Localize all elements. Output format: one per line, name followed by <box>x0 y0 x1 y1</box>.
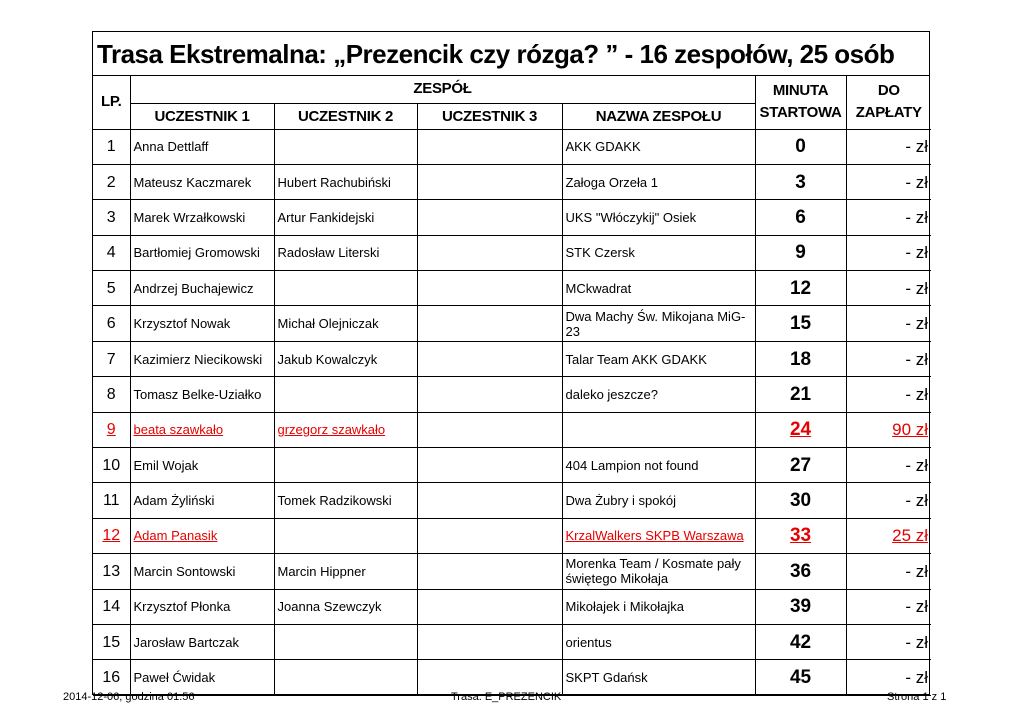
to-pay-cell-text: - zł <box>905 349 929 369</box>
to-pay-cell-text: - zł <box>905 668 929 688</box>
to-pay-cell-text: - zł <box>905 455 929 475</box>
participant-2-cell <box>274 271 417 306</box>
participant-1-cell-text: beata szawkało <box>133 422 224 438</box>
participant-1-cell-text: Andrzej Buchajewicz <box>133 280 254 296</box>
to-pay-cell <box>846 483 931 518</box>
page-footer <box>0 691 1024 705</box>
table-row <box>93 200 931 235</box>
row-number-text: 5 <box>106 279 116 297</box>
row-number-text: 12 <box>102 527 121 545</box>
participant-2-cell <box>274 589 417 624</box>
to-pay-cell <box>846 377 931 412</box>
start-minute-cell <box>755 589 846 624</box>
start-minute-cell-text: 21 <box>789 383 812 405</box>
table-row <box>93 518 931 553</box>
start-minute-cell <box>755 341 846 376</box>
table-row <box>93 306 931 341</box>
row-number <box>93 589 130 624</box>
row-number <box>93 235 130 270</box>
to-pay-cell <box>846 660 931 695</box>
footer-route: Trasa: E_PREZENCIK <box>451 691 562 703</box>
start-minute-cell <box>755 624 846 659</box>
participant-1-cell <box>130 306 274 341</box>
row-number-text: 16 <box>102 669 121 687</box>
row-number-text: 10 <box>102 456 121 474</box>
row-number-text: 2 <box>106 173 116 191</box>
participant-3-cell <box>417 129 562 164</box>
header-start-minute <box>755 75 846 129</box>
participant-2-cell-text: Artur Fankidejski <box>277 209 375 225</box>
participant-3-cell <box>417 483 562 518</box>
participant-2-cell <box>274 660 417 695</box>
participant-2-cell <box>274 200 417 235</box>
results-sheet <box>92 31 930 695</box>
participant-1-cell-text: Anna Dettlaff <box>133 139 209 155</box>
to-pay-cell <box>846 129 931 164</box>
participant-2-cell <box>274 129 417 164</box>
team-name-cell-text: orientus <box>565 634 612 650</box>
participant-1-cell-text: Krzysztof Płonka <box>133 599 231 615</box>
start-minute-cell <box>755 660 846 695</box>
participant-2-cell <box>274 341 417 376</box>
participant-2-cell <box>274 164 417 199</box>
participant-1-cell <box>130 589 274 624</box>
participant-1-cell <box>130 129 274 164</box>
start-minute-cell <box>755 200 846 235</box>
header-participant-1: UCZESTNIK 1 <box>130 103 274 129</box>
start-minute-cell-text: 3 <box>795 171 806 193</box>
row-number <box>93 341 130 376</box>
row-number <box>93 518 130 553</box>
page-title: Trasa Ekstremalna: „Prezencik czy rózga? ” - 16 zespołów, 25 osób <box>93 32 929 76</box>
table-row <box>93 235 931 270</box>
table-row <box>93 660 931 695</box>
row-number <box>93 200 130 235</box>
row-number <box>93 164 130 199</box>
to-pay-cell-text: - zł <box>905 278 929 298</box>
team-name-cell <box>562 624 755 659</box>
participants-table <box>93 75 931 696</box>
team-name-cell <box>562 589 755 624</box>
start-minute-cell <box>755 164 846 199</box>
header-to-pay-bottom: ZAPŁATY <box>855 103 922 121</box>
footer-page-number: Strona 1 z 1 <box>887 691 947 703</box>
row-number <box>93 448 130 483</box>
participant-2-cell <box>274 518 417 553</box>
participant-1-cell-text: Adam Panasik <box>133 528 218 544</box>
to-pay-cell <box>846 164 931 199</box>
team-name-cell-text: SKPT Gdańsk <box>565 670 648 686</box>
start-minute-cell-text: 39 <box>789 596 812 618</box>
team-name-cell <box>562 235 755 270</box>
participant-3-cell <box>417 306 562 341</box>
row-number-text: 11 <box>102 492 120 510</box>
row-number <box>93 483 130 518</box>
start-minute-cell-text: 36 <box>789 560 812 582</box>
participant-1-cell <box>130 200 274 235</box>
start-minute-cell <box>755 271 846 306</box>
participant-1-cell-text: Kazimierz Niecikowski <box>133 351 263 367</box>
to-pay-cell <box>846 448 931 483</box>
start-minute-cell <box>755 377 846 412</box>
start-minute-cell <box>755 306 846 341</box>
to-pay-cell-text: - zł <box>905 561 929 581</box>
participant-1-cell-text: Marek Wrzałkowski <box>133 209 246 225</box>
start-minute-cell <box>755 483 846 518</box>
team-name-cell-text: KrzalWalkers SKPB Warszawa <box>565 528 744 544</box>
to-pay-cell <box>846 271 931 306</box>
header-participant-3: UCZESTNIK 3 <box>417 103 562 129</box>
to-pay-cell-text: - zł <box>905 597 929 617</box>
participant-3-cell <box>417 448 562 483</box>
header-team-group: ZESPÓŁ <box>130 75 755 103</box>
participant-1-cell <box>130 235 274 270</box>
participant-2-cell-text: Michał Olejniczak <box>277 316 379 332</box>
participant-1-cell-text: Emil Wojak <box>133 457 199 473</box>
table-row <box>93 164 931 199</box>
participant-1-cell <box>130 660 274 695</box>
participant-1-cell-text: Marcin Sontowski <box>133 563 236 579</box>
table-row <box>93 554 931 589</box>
participant-3-cell <box>417 200 562 235</box>
row-number-text: 15 <box>102 633 121 651</box>
team-name-cell-text: AKK GDAKK <box>565 139 641 155</box>
participant-3-cell <box>417 235 562 270</box>
row-number-text: 8 <box>106 385 116 403</box>
participant-1-cell <box>130 164 274 199</box>
team-name-cell <box>562 660 755 695</box>
participant-3-cell <box>417 341 562 376</box>
participant-2-cell-text: Radosław Literski <box>277 245 380 261</box>
participant-1-cell <box>130 518 274 553</box>
participant-1-cell-text: Mateusz Kaczmarek <box>133 174 252 190</box>
start-minute-cell-text: 42 <box>789 631 812 653</box>
table-row <box>93 412 931 447</box>
participant-1-cell-text: Paweł Ćwidak <box>133 670 216 686</box>
to-pay-cell-text: 90 zł <box>892 420 929 440</box>
row-number-text: 13 <box>102 562 121 580</box>
participant-2-cell-text: Hubert Rachubiński <box>277 174 391 190</box>
team-name-cell <box>562 129 755 164</box>
header-to-pay-top: DO <box>877 81 900 99</box>
header-start-minute-bottom: STARTOWA <box>759 103 842 121</box>
participant-1-cell <box>130 341 274 376</box>
row-number-text: 4 <box>106 244 116 262</box>
participant-1-cell <box>130 483 274 518</box>
table-row <box>93 377 931 412</box>
participant-1-cell <box>130 377 274 412</box>
table-row <box>93 341 931 376</box>
start-minute-cell-text: 9 <box>795 242 806 264</box>
participant-2-cell-text: Marcin Hippner <box>277 563 366 579</box>
start-minute-cell-text: 45 <box>789 667 812 689</box>
team-name-cell <box>562 306 755 341</box>
participant-2-cell <box>274 235 417 270</box>
header-participant-2: UCZESTNIK 2 <box>274 103 417 129</box>
header-start-minute-top: MINUTA <box>772 81 829 99</box>
participant-1-cell-text: Adam Żyliński <box>133 493 215 509</box>
participant-3-cell <box>417 660 562 695</box>
team-name-cell <box>562 271 755 306</box>
participant-3-cell <box>417 412 562 447</box>
participant-2-cell-text: grzegorz szawkało <box>277 422 386 438</box>
table-row <box>93 271 931 306</box>
start-minute-cell <box>755 554 846 589</box>
participant-1-cell-text: Krzysztof Nowak <box>133 316 231 332</box>
team-name-cell-text: UKS "Włóczykij" Osiek <box>565 209 697 225</box>
participant-2-cell-text: Tomek Radzikowski <box>277 493 392 509</box>
to-pay-cell <box>846 200 931 235</box>
start-minute-cell-text: 6 <box>795 206 806 228</box>
participant-3-cell <box>417 271 562 306</box>
team-name-cell <box>562 448 755 483</box>
participant-1-cell <box>130 271 274 306</box>
participant-1-cell <box>130 624 274 659</box>
header-to-pay <box>846 75 931 129</box>
row-number <box>93 129 130 164</box>
team-name-cell <box>562 377 755 412</box>
to-pay-cell-text: - zł <box>905 137 929 157</box>
team-name-cell <box>562 200 755 235</box>
row-number <box>93 554 130 589</box>
to-pay-cell <box>846 235 931 270</box>
to-pay-cell <box>846 624 931 659</box>
team-name-cell <box>562 518 755 553</box>
table-row <box>93 129 931 164</box>
to-pay-cell-text: - zł <box>905 632 929 652</box>
participant-3-cell <box>417 554 562 589</box>
to-pay-cell <box>846 306 931 341</box>
participant-2-cell <box>274 412 417 447</box>
to-pay-cell-text: - zł <box>905 384 929 404</box>
to-pay-cell <box>846 341 931 376</box>
participant-2-cell-text: Jakub Kowalczyk <box>277 351 378 367</box>
team-name-cell-text: Dwa Żubry i spokój <box>565 493 677 509</box>
participant-2-cell-text: Joanna Szewczyk <box>277 599 382 615</box>
to-pay-cell-text: 25 zł <box>892 526 929 546</box>
team-name-cell-text: Mikołajek i Mikołajka <box>565 599 684 615</box>
team-name-cell-text: daleko jeszcze? <box>565 386 658 402</box>
team-name-cell-text: Talar Team AKK GDAKK <box>565 351 707 367</box>
row-number <box>93 624 130 659</box>
team-name-cell <box>562 164 755 199</box>
start-minute-cell-text: 0 <box>795 136 806 158</box>
start-minute-cell <box>755 412 846 447</box>
start-minute-cell-text: 18 <box>789 348 812 370</box>
row-number-text: 7 <box>106 350 116 368</box>
to-pay-cell-text: - zł <box>905 207 929 227</box>
row-number <box>93 377 130 412</box>
start-minute-cell-text: 24 <box>789 419 812 441</box>
table-row <box>93 483 931 518</box>
start-minute-cell-text: 12 <box>789 277 812 299</box>
row-number <box>93 306 130 341</box>
participant-3-cell <box>417 624 562 659</box>
start-minute-cell <box>755 448 846 483</box>
participant-2-cell <box>274 554 417 589</box>
participant-1-cell <box>130 554 274 589</box>
participant-1-cell <box>130 412 274 447</box>
participant-1-cell-text: Bartłomiej Gromowski <box>133 245 260 261</box>
row-number-text: 3 <box>106 208 116 226</box>
participant-1-cell <box>130 448 274 483</box>
to-pay-cell-text: - zł <box>905 243 929 263</box>
participant-2-cell <box>274 483 417 518</box>
participant-1-cell-text: Jarosław Bartczak <box>133 634 239 650</box>
team-name-cell-text: Załoga Orzeła 1 <box>565 174 658 190</box>
start-minute-cell <box>755 235 846 270</box>
start-minute-cell-text: 30 <box>789 490 812 512</box>
row-number <box>93 660 130 695</box>
header-team-name: NAZWA ZESPOŁU <box>562 103 755 129</box>
row-number <box>93 271 130 306</box>
participant-2-cell <box>274 448 417 483</box>
start-minute-cell <box>755 129 846 164</box>
to-pay-cell-text: - zł <box>905 491 929 511</box>
table-row <box>93 448 931 483</box>
team-name-cell <box>562 483 755 518</box>
team-name-cell-text: STK Czersk <box>565 245 635 261</box>
start-minute-cell-text: 33 <box>789 525 812 547</box>
participant-3-cell <box>417 164 562 199</box>
row-number-text: 6 <box>106 315 116 333</box>
to-pay-cell-text: - zł <box>905 172 929 192</box>
participant-2-cell <box>274 624 417 659</box>
team-name-cell <box>562 341 755 376</box>
team-name-cell-text: Morenka Team / Kosmate pały świętego Mikołaja <box>565 556 741 587</box>
footer-date: 2014-12-06, godzina 01:56 <box>63 691 195 703</box>
start-minute-cell-text: 27 <box>789 454 812 476</box>
row-number-text: 1 <box>106 138 116 156</box>
start-minute-cell <box>755 518 846 553</box>
table-row <box>93 589 931 624</box>
to-pay-cell-text: - zł <box>905 314 929 334</box>
table-body <box>93 129 931 695</box>
team-name-cell-text: MCkwadrat <box>565 280 632 296</box>
header-lp: LP. <box>93 75 130 129</box>
participant-3-cell <box>417 589 562 624</box>
to-pay-cell <box>846 589 931 624</box>
team-name-cell-text: 404 Lampion not found <box>565 457 699 473</box>
to-pay-cell <box>846 518 931 553</box>
participant-2-cell <box>274 377 417 412</box>
team-name-cell <box>562 554 755 589</box>
participant-3-cell <box>417 377 562 412</box>
participant-1-cell-text: Tomasz Belke-Uziałko <box>133 386 262 402</box>
to-pay-cell <box>846 554 931 589</box>
row-number-text: 9 <box>106 421 116 439</box>
row-number <box>93 412 130 447</box>
team-name-cell-text: Dwa Machy Św. Mikojana MiG-23 <box>565 308 746 339</box>
row-number-text: 14 <box>102 598 121 616</box>
participant-2-cell <box>274 306 417 341</box>
team-name-cell <box>562 412 755 447</box>
start-minute-cell-text: 15 <box>789 313 812 335</box>
table-row <box>93 624 931 659</box>
to-pay-cell <box>846 412 931 447</box>
participant-3-cell <box>417 518 562 553</box>
